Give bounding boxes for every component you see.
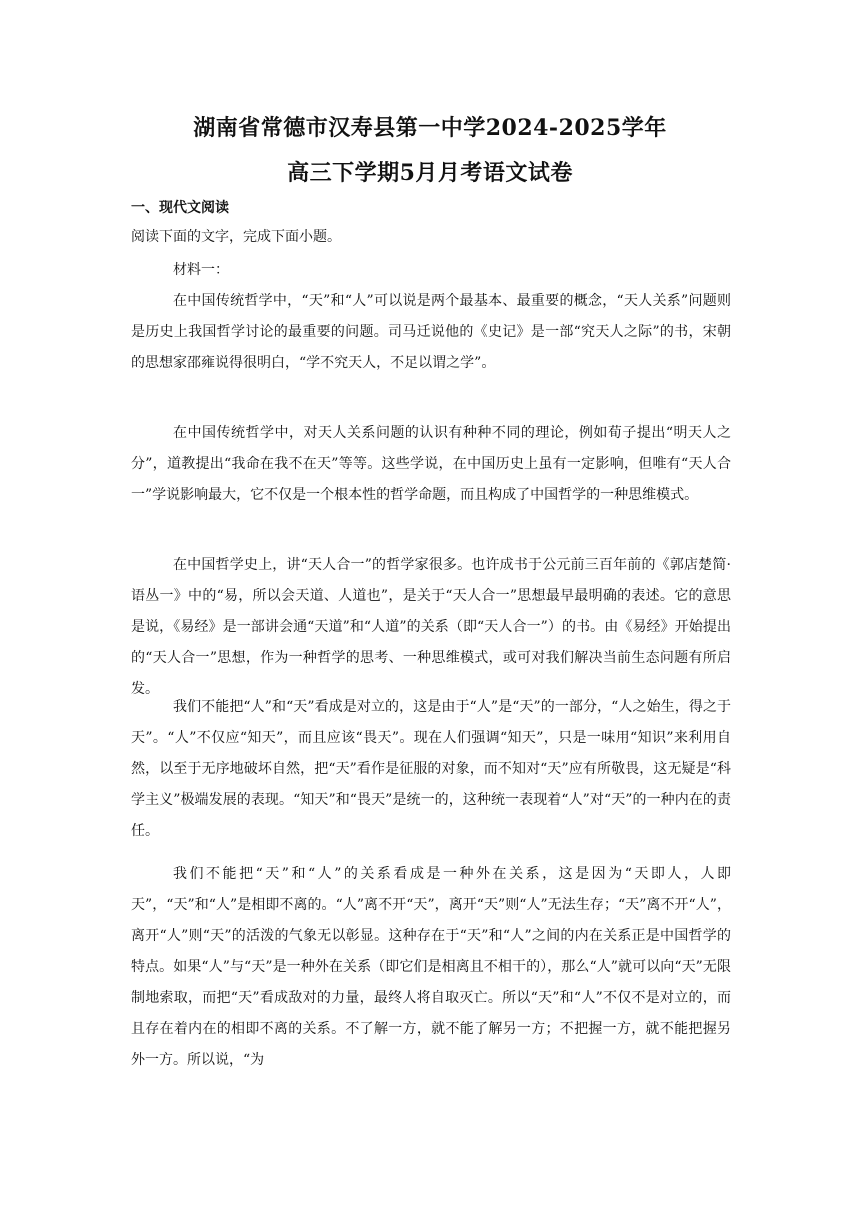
reading-instruction: 阅读下面的文字，完成下面小题。 [131,229,341,245]
exam-title-line-1: 湖南省常德市汉寿县第一中学2024-2025学年 [193,115,667,141]
exam-title-line-2: 高三下学期5月月考语文试卷 [287,160,573,186]
paragraph-5: 我们不能把“天”和“人”的关系看成是一种外在关系，这是因为“天即人，人即天”，“天”和“人”是相即不离的。“人”离不开“天”，离开“天”则“人”无法生存；“天”离不开“人”，离开“人”则“天”的活泼的气象无以彰显。这种存在于“天”和“人”之间的内在关系正是中国哲学的特点。如果“人”与“天”是一种外在关系（即它们是相离且不相干的），那么“人”就可以向“天”无限制地索取，而把“天”看成敌对的力量，最终人将自取灭亡。所以“天”和“人”不仅不是对立的，而且存在着内在的相即不离的关系。不了解一方，就不能了解另一方；不把握一方，就不能把握另外一方。所以说，“为 [131,866,731,1068]
paragraph-2: 在中国传统哲学中，对天人关系问题的认识有种种不同的理论，例如荀子提出“明天人之分”，道教提出“我命在我不在天”等等。这些学说，在中国历史上虽有一定影响，但唯有“天人合一”学说影响最大，它不仅是一个根本性的哲学命题，而且构成了中国哲学的一种思维模式。 [131,425,731,503]
paragraph-4: 我们不能把“人”和“天”看成是对立的，这是由于“人”是“天”的一部分，“人之始生，得之于天”。“人”不仅应“知天”，而且应该“畏天”。现在人们强调“知天”，只是一味用“知识”来利用自然，以至于无序地破坏自然，把“天”看作是征服的对象，而不知对“天”应有所敬畏，这无疑是“科学主义”极端发展的表现。“知天”和“畏天”是统一的，这种统一表现着“人”对“天”的一种内在的责任。 [131,699,731,839]
material-label: 材料一： [173,262,229,278]
paragraph-3: 在中国哲学史上，讲“天人合一”的哲学家很多。也许成书于公元前三百年前的《郭店楚简·语丛一》中的“易，所以会天道、人道也”，是关于“天人合一”思想最早最明确的表述。它的意思是说，《易经》是一部讲会通“天道”和“人道”的关系（即“天人合一”）的书。由《易经》开始提出的“天人合一”思想，作为一种哲学的思考、一种思维模式，或可对我们解决当前生态问题有所启发。 [131,557,731,697]
paragraph-1: 在中国传统哲学中，“天”和“人”可以说是两个最基本、最重要的概念，“天人关系”问题则是历史上我国哲学讨论的最重要的问题。司马迁说他的《史记》是一部“究天人之际”的书，宋朝的思想家邵雍说得很明白，“学不究天人，不足以谓之学”。 [131,293,731,371]
section-heading: 一、现代文阅读 [131,200,229,216]
